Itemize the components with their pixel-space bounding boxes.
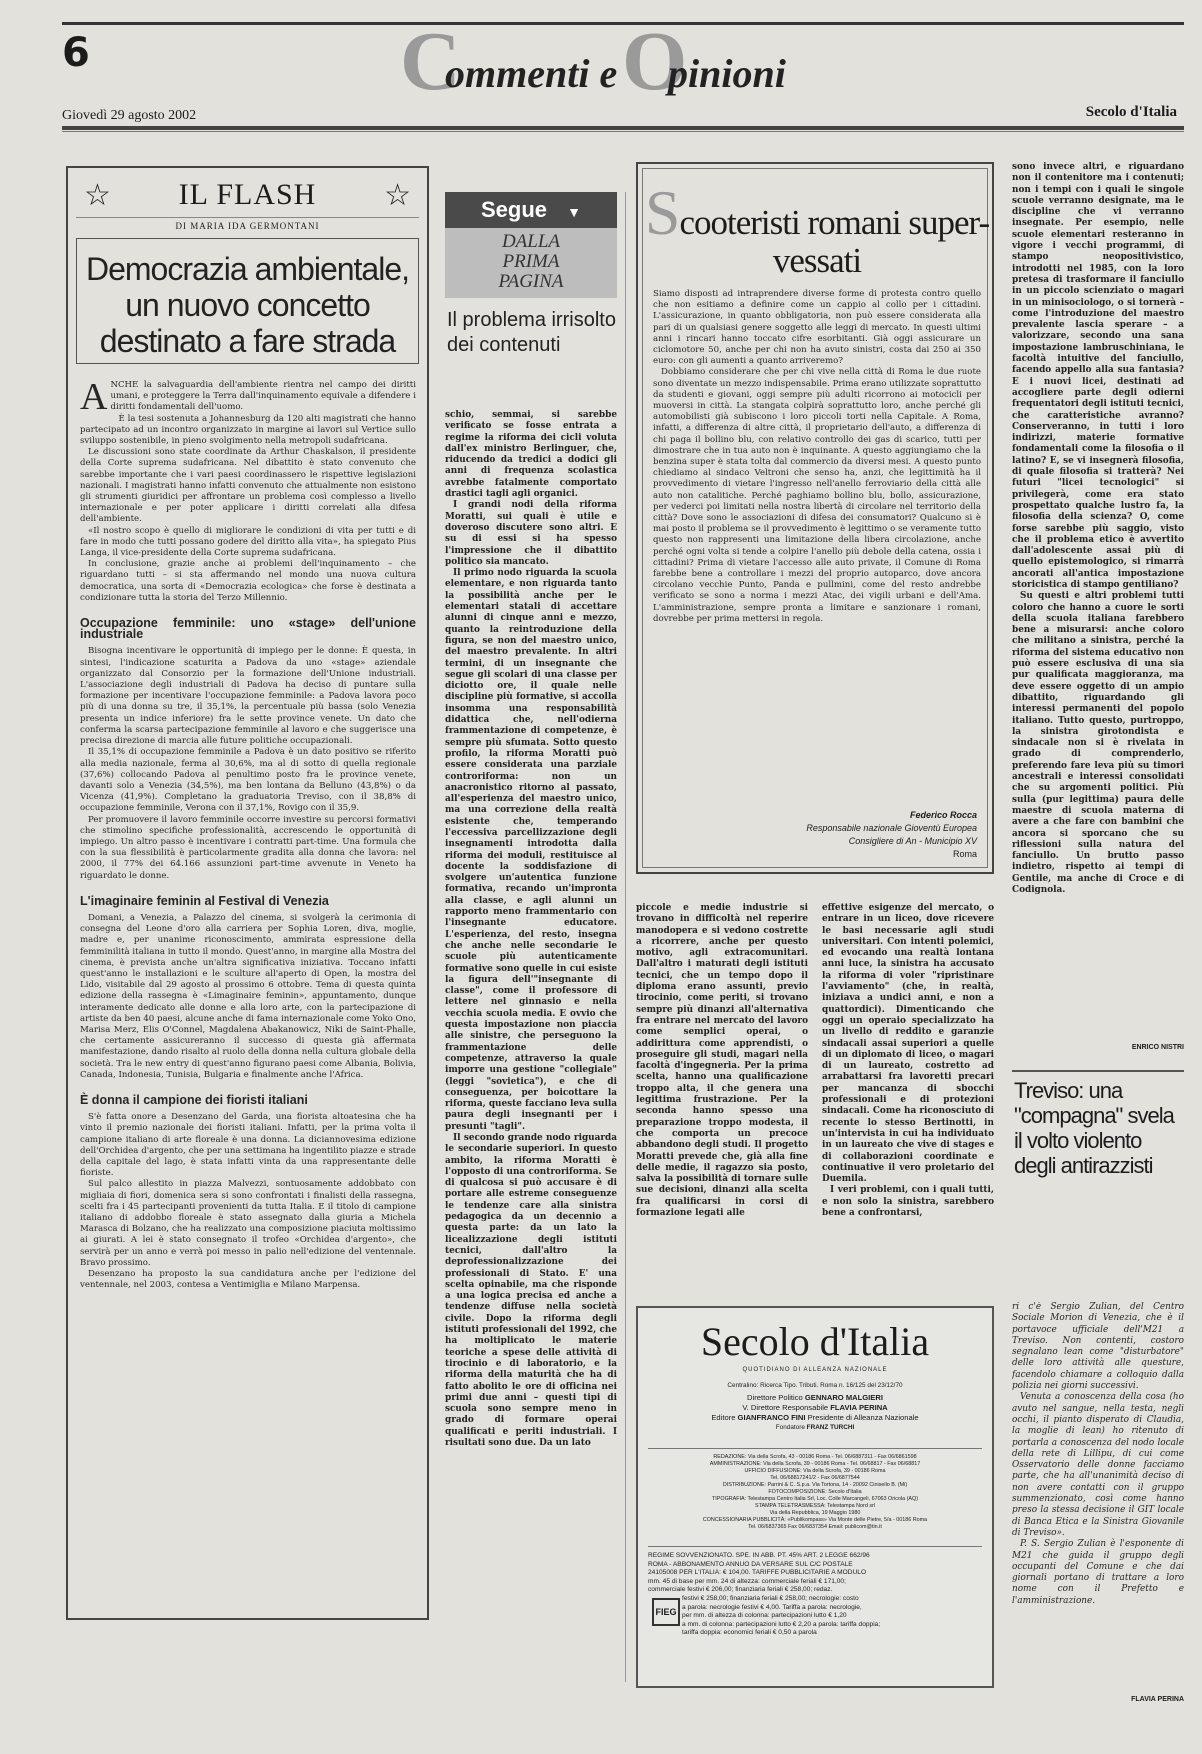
director-name: GENNARO MALGIERI bbox=[804, 1393, 883, 1402]
paper-name: Secolo d'Italia bbox=[1085, 104, 1177, 120]
colophon-founder bbox=[638, 1423, 992, 1433]
segue-paragraph: Il primo nodo riguarda la scuola elementare, e non riguarda tanto la possibilità anche per le elementari statali di accettare alunni di cinque anni e mezzo, quanto la reintroduzione della figura, se non del maestro unico, del maestro prevalente. In altri termini, di un insegnante che segue gli scolari di una classe per diciotto ore, il quale nelle discipline più formative, si accolla insomma una responsabilità didattica che, nell'odierna frammentazione di competenze, è sempre più sfumata. Sotto questo profilo, la riforma Moratti può essere considerata una parziale controriforma: non un anacronistico ritorno al passato, all'esperienza del maestro unico, ma una correzione della realtà esistente che, temperando l'eccessiva parcellizzazione degli insegnamenti introdotta dalla riforma dei moduli, restituisce al docente la soddisfazione di svolgere un'autentica funzione formativa, recando un'impronta alla classe, e agli alunni un rapporto meno frammentario con l'insegnante educatore. L'esperienza, del resto, insegna che anche nelle secondarie le scuole più autenticamente formative sono quelle in cui esiste la figura dell'"insegnante di classe", come il professore di lettere nel ginnasio e nella vecchia scuola media. E ovvio che questa impostazione non piaccia alle sinistre, che perseguono la frammentazione delle competenze, attraverso la quale imporre una gestione "collegiale" (leggi "sovietica"), e che di conseguenza, per boicottare la riforma, queste facciano leva sulla paura degli insegnanti per i presunti "tagli". bbox=[445, 568, 617, 1132]
subs-line: ROMA - ABBONAMENTO ANNUO DA VERSARE SUL C/C POSTALE bbox=[648, 1560, 853, 1568]
subs-line: tariffa doppia: economici feriali € 0,50 a parola bbox=[682, 1629, 817, 1637]
page-number: 6 bbox=[62, 30, 90, 76]
segue-paragraph: I veri problemi, con i quali tutti, e non solo la sinistra, sarebbero bene a confrontarsi, bbox=[822, 1185, 994, 1219]
star-icon-left: ☆ bbox=[84, 178, 111, 213]
colophon-registration: Centralino: Ricerca Tipo. Tributi. Roma n. 16/125 del 23/12/70 bbox=[727, 1382, 903, 1389]
column-divider bbox=[625, 192, 626, 1682]
treviso-paragraph: Venuta a conoscenza della cosa (ho avuto nel sangue, nella testa, negli occhi, il pianto disperato di Claudia, la moglie di lean) ho ritenuto di portarla a conoscenza del nodo locale della rete di Lillipu, di cui come Osservatorio delle donne facciamo parte, che ha all'unanimità deciso di non avere contatti con il gruppo summenzionato, così come hanno preso la stessa decisione il GIT locale di Banca Etica e la Sinistra Giovanile di Treviso». bbox=[1012, 1392, 1184, 1538]
address-line: FOTOCOMPOSIZIONE: Secolo d'Italia bbox=[768, 1489, 862, 1495]
masthead-thin-rule bbox=[62, 131, 1184, 132]
colophon-addresses bbox=[650, 1454, 980, 1531]
flash-column bbox=[66, 166, 429, 1620]
segue-author: ENRICO NISTRI bbox=[1131, 1044, 1184, 1051]
editor-name: GIANFRANCO FINI bbox=[737, 1413, 806, 1422]
subs-line: per mm. di altezza di colonna: partecipazioni lutto € 1,20 bbox=[682, 1612, 847, 1620]
scooteristi-inner bbox=[642, 168, 988, 868]
flash-paragraph: È la tesi sostenuta a Johannesburg da 120 alti magistrati che hanno partecipato ad un incontro organizzato in margine ai lavori sul Vertice sullo sviluppo sostenibile, in pieno svolgimento nella metropoli sudafricana. bbox=[80, 413, 416, 447]
subs-line: mm. 45 di base per mm. 24 di altezza: commerciale feriali € 171,00; bbox=[648, 1577, 846, 1585]
segue-title: Il problema irrisolto dei contenuti bbox=[447, 309, 616, 356]
flash-dropcap: A bbox=[80, 376, 108, 418]
segue-paragraph: effettive esigenze del mercato, o entrare in un liceo, dove ricevere le basi necessarie agli studi universitari. Con intenti polemici, ed evocando una realtà lontana anni luce, la sinistra ha accusato la riforma di voler "ripristinare l'avviamento" (che, in realtà, iniziava a undici anni, e non a quattordici). Dimenticando che oggi un operaio specializzato ha un livello di reddito e garanzie sindacali assai superiori a quelle di un diplomato di liceo, o magari di un laureato, costretto ad arrabattarsi fra lavoretti precari per mancanza di sbocchi professionali e di protezioni sindacali. Come ha riconosciuto di recente lo stesso Bertinotti, in un'intervista in cui ha individuato in un laureato che vive di stages e di collaborazioni coordinate e continuative il vero proletario del Duemila. bbox=[822, 903, 994, 1185]
founder-name: FRANZ TURCHI bbox=[806, 1424, 855, 1431]
subs-line: a mm. di colonna: partecipazioni lutto € 2,20 a parola: tariffa doppia; bbox=[682, 1620, 881, 1628]
section-masthead bbox=[400, 15, 850, 108]
section-initial-c: C bbox=[400, 15, 461, 108]
address-line: REDAZIONE: Via della Scrofa, 43 - 00186 Roma - Tel. 06/6887311 - Fax 06/6861598 bbox=[713, 1454, 917, 1460]
segue-paragraph: Il secondo grande nodo riguarda le secondarie superiori. In questo ambito, la riforma Moratti è l'opposto di una controriforma. Se di qualcosa si può accusare è di portare alle estreme conseguenze le tendenze care alla sinistra pedagogica da un decennio a questa parte: da un lato la licealizzazione degli istituti tecnici, dall'altro la deprofessionalizzazione dei professionali di Stato. E' una scelta opinabile, ma che risponde a una logica precisa ed anche a tendenze diffuse nella società civile. Dopo la riforma degli istituti professionali del 1992, che ha moltiplicato le materie teoriche a spese delle attività di tirocinio e di laboratorio, e la riforma della maturità che ha di fatto abolito le ore di officina nei primi due anni – questi tipi di scuola sono sempre meno in grado di formare operai qualificati e periti industriali. I risultati sono due. Da un lato bbox=[445, 1133, 617, 1449]
vice-label: V. Direttore Responsabile bbox=[742, 1403, 829, 1412]
segue-col-2 bbox=[636, 903, 808, 1263]
segue-col-3 bbox=[822, 903, 994, 1263]
segue-paragraph: Su questi e altri problemi tutti coloro che hanno a cuore le sorti della scuola italiana farebbero bene a misurarsi: anche coloro che militano a sinistra, perché la riforma del sistema educativo non può essere esclusiva di una sia pur qualificata maggioranza, ma deve essere oggetto di un ampio dibattito, riguardando gli interessi permanenti del popolo italiano. Tutto questo, purtroppo, la sinistra girotondista e sindacale non si è rivelata in grado di comprenderlo, preferendo fare leva più su timori ancestrali e interessi consolidati che su argomenti politici. Più sulla (pur legittima) paura delle maestre di scuola materna di avere a che fare con bambini che ancora si sporcano che su riflessioni sulla natura del fanciullo. Un brutto passo indietro, rispetto ai tempi di Gentile, ma anche di Croce e di Codignola. bbox=[1012, 591, 1184, 895]
treviso-title: Treviso: una "compagna" svela il volto violento degli antirazzisti bbox=[1014, 1078, 1174, 1178]
flash-subhead-3: È donna il campione dei fioristi italiani bbox=[80, 1092, 308, 1107]
flash-sub1-paragraph: Per promuovere il lavoro femminile occorre investire su percorsi formativi che stimolino specifiche professionalità, accrescendo le opportunità di impiego. Un altro passo è incentivare i contratti part-time. Una formula che con la sua flessibilità è particolarmente gradita alla donna che lavora: nel 2000, il 77% dei 64.166 assunzioni part-time avvenute in Veneto ha riguardato le donne. bbox=[80, 814, 416, 881]
segue-paragraph: schio, semmai, si sarebbe verificato se fosse entrata a regime la riforma dei cicli voluta dall'ex ministro Berlinguer, che, riducendo da tredici a dodici gli anni di frequenza scolastica avrebbe fatalmente comportato drastici tagli agli organici. bbox=[445, 410, 617, 500]
colophon-editor bbox=[638, 1413, 992, 1423]
scooteristi-signature bbox=[657, 809, 977, 861]
scooteristi-box bbox=[636, 162, 994, 874]
scooteristi-body bbox=[653, 289, 981, 625]
section-initial-o: O bbox=[622, 15, 688, 108]
colophon-title: Secolo d'Italia bbox=[700, 1319, 930, 1364]
masthead-rule bbox=[62, 126, 1184, 130]
treviso-paragraph: ri c'è Sergio Zulian, del Centro Sociale Morion di Venezia, che è il portavoce ufficiale dell'M21 a Treviso. Non contenti, costoro segnalano lean come "disturbatore" delle loro attività alle questure, facendolo chiamare a colloquio dalla polizia nei giorni successivi. bbox=[1012, 1302, 1184, 1392]
chevron-down-icon: ▼ bbox=[567, 204, 581, 220]
segue-paragraph: piccole e medie industrie si trovano in difficoltà nel reperire manodopera e si vedono costrette a ricorrere, anche per questo motivo, agli extracomunitari. Dall'altro i maturati degli istituti tecnici, che un tempo dopo il diploma erano assunti, previo tirocinio, come periti, si trovano sempre più dinanzi all'alternativa fra entrare nel mercato del lavoro come semplici operai, o addirittura come apprendisti, o proseguire gli studi, magari nella facoltà d'ingegneria. Per la prima scelta, hanno una qualificazione troppo alta, il che genera una legittima frustrazione. Per la seconda hanno spesso una preparazione troppo modesta, il che comporta un precoce abbandono degli studi. Il progetto Moratti prevede che, già alla fine delle medie, il ragazzo sia posto, salva la possibilità di tornare sulle sue decisioni, dinanzi alla scelta fra qualificarsi in corsi di formazione legati alle bbox=[636, 903, 808, 1219]
flash-headline: Democrazia ambientale, un nuovo concetto destinato a fare strada bbox=[85, 251, 410, 359]
segue-col-4 bbox=[1012, 162, 1184, 1042]
treviso-author: FLAVIA PERINA bbox=[1131, 1696, 1184, 1703]
scooteristi-initial: S bbox=[644, 177, 680, 248]
scooteristi-title-text: cooteristi romani super-vessati bbox=[679, 203, 990, 280]
director-label: Direttore Politico bbox=[747, 1393, 803, 1402]
flash-sub1-paragraph: Bisogna incentivare le opportunità di impiego per le donne: È questa, in sintesi, l'indicazione scaturita a Padova da uno «stage» aziendale organizzato dal Consorzio per la formazione dell'Unione industriali. L'associazione degli industriali di Padova ha deciso di puntare sulla formazione per incentivare l'occupazione femminile: a Padova lavora poco più di una donna su tre, il 35,1%, la percentuale più bassa (solo Venezia presenta un indice inferiore) fra le sette province venete. Un dato che conferma la scarsa partecipazione femminile al lavoro e che suggerisce una precisa direzione di marcia alle future politiche occupazionali. bbox=[80, 646, 416, 747]
subs-line: commerciale festivi € 206,00; finanziaria feriali € 258,00; redaz. bbox=[648, 1586, 833, 1594]
vice-name: FLAVIA PERINA bbox=[830, 1403, 888, 1412]
treviso-paragraph: P. S. Sergio Zulian è l'esponente di M21 che guida il gruppo degli occupanti del Comune e che dai giornali portano di trattare a loro nome con il Prefetto e l'amministrazione. bbox=[1012, 1539, 1184, 1606]
colophon-rule bbox=[648, 1546, 982, 1547]
dalla-prima-pagina: DALLA PRIMA PAGINA bbox=[445, 228, 617, 298]
dateline: Giovedì 29 agosto 2002 bbox=[62, 108, 197, 123]
flash-lead: NCHE la salvaguardia dell'ambiente rientra nel campo dei diritti umani, e proteggere la Terra dall'inquinamento equivale a difendere i diritti fondamentali dell'uomo. bbox=[110, 380, 416, 413]
fieg-logo: FIEG bbox=[652, 1598, 680, 1626]
editor-role: Presidente di Alleanza Nazionale bbox=[807, 1413, 919, 1422]
treviso-rule bbox=[1012, 1070, 1184, 1072]
flash-headline-box bbox=[76, 238, 419, 364]
address-line: CONCESSIONARIA PUBBLICITÀ: «Publikompass» Via Monte delle Pietre, 5/a - 00186 Roma bbox=[702, 1517, 928, 1523]
flash-header bbox=[76, 174, 419, 218]
flash-title: IL FLASH bbox=[178, 178, 317, 211]
flash-sub3-paragraph: S'è fatta onore a Desenzano del Garda, una fiorista altoatesina che ha vinto il premio nazionale dei fioristi italiani. Infatti, per la prima volta il campione italiano di arte floreale è una donna. La diciannovesima edizione dell'Orchidea d'argento, che per una settimana ha ingentilito piazze e strade della capitale del lago, è stata infatti vinta da una rappresentante delle fioriste. bbox=[80, 1112, 416, 1179]
colophon-vice bbox=[638, 1403, 992, 1413]
star-icon-right: ☆ bbox=[384, 178, 411, 213]
flash-paragraph: Le discussioni sono state coordinate da Arthur Chaskalson, il presidente della Corte suprema sudafricana. Nel dibattito è stato convenuto che sarebbe importante che i vari paesi coordinassero le rispettive legislazioni nazionali. I magistrati hanno infatti convenuto che attualmente non esistono gli strumenti giuridici per affrontare un problema così complesso a livello internazionale e per poter applicare i diritti correlati alla difesa dell'ambiente. bbox=[80, 447, 416, 525]
editor-label: Editore bbox=[711, 1413, 736, 1422]
address-line: TIPOGRAFIA: Telestampa Centro Italia Srl, Loc. Colle Marcangeli, 67063 Oricola (AQ) bbox=[711, 1496, 919, 1502]
colophon-subtitle: QUOTIDIANO DI ALLEANZA NAZIONALE bbox=[742, 1367, 888, 1373]
flash-byline: DI MARIA IDA GERMONTANI bbox=[175, 221, 320, 231]
segue-paragraph: sono invece altri, e riguardano non il contenitore ma i contenuti; non i tempi con i quali le singole scuole verranno designate, ma le discipline che vi verranno insegnate. Per esempio, nelle scuole elementari resteranno in vigore i vecchi programmi, di stampo neopositivistico, introdotti nel 1985, con la loro pretesa di trasformare il fanciullo in un piccolo scienziato o magari in un minisociologo, o si tornerà – come l'introduzione del maestro prevalente lascia sperare – a valorizzare, secondo una sana impostazione lambruschiniana, le facoltà intuitive del fanciullo, facendo appello alla sua fantasia? E i nuovi licei, destinati ad accogliere parte degli odierni frequentatori degli istituti tecnici, che caratteristiche avranno? Conserveranno, in tutti i loro indirizzi, materie formative fondamentali come la filosofia o il latino? E, se vi insegnerà filosofia, di quale filosofia si tratterà? Nei futuri "licei tecnologici" si privilegerà, come era stato prospettato qualche lustro fa, la filosofia della scienza? O, come forse sarebbe più saggio, visto che il problema etico è avvertito dall'adolescente assai più di quello epistemologico, si rimarrà ancorati all'antica impostazione storicistica di stampo gentiliano? bbox=[1012, 162, 1184, 590]
flash-subhead-1: Occupazione femminile: uno «stage» dell'unione industriale bbox=[80, 616, 416, 642]
address-line: Via della Repubblica, 19 Maggio 1980 bbox=[769, 1510, 861, 1516]
flash-sub3-paragraph: Desenzano ha proposto la sua candidatura anche per l'edizione del ventennale, nel 2003, contesa a Ventimiglia e Milano Marpensa. bbox=[80, 1269, 416, 1291]
founder-label: Fondatore bbox=[775, 1424, 805, 1431]
scooteristi-paragraph: Dobbiamo considerare che per chi vive nella città di Roma le due ruote sono diventate un mezzo indispensabile. Prima erano utilizzate soprattutto da studenti e giovani, oggi sempre più adulti ricorrono ai motocicli per muoversi in città. La stangata colpirà soprattutto loro, anche perché gli automobilisti già subiscono i loro piccoli torti nella Capitale. A Roma, infatti, a differenza di altre città, il proprietario dell'auto, a differenza di chi paga il bollino blu, con relativo controllo dei gas di scarico, tutti per dimostrare che in tua auto non è inquinante. A questo aggiungiamo che la benzina super è stata tolta dal commercio da diversi mesi. A questo punto chiediamo al sindaco Veltroni che senso ha, anzi, che legittimità ha il provvedimento di vietare l'ingresso nell'anello ferroviario della città alle auto non catalitiche. Perché paghiamo bollino blu, bollo, assicurazione, per vederci poi limitati nella nostra libertà di circolare nel territorio della città? Dove sono le associazioni di difesa dei consumatori? Qualcuno si è mai posto il problema se il provvedimento è legittimo o se veramente tutto questo non rappresenti una limitazione della libera circolazione, anche perché ogni volta si tende a colpire l'anello più debole della catena, ossia i cittadini? Prima di vietare l'accesso alle auto private, il Comune di Roma farebbe bene a controllare i mezzi del proprio autoparco, dove ancora circolano vecchie Punto, Panda e pullmini, come del resto andrebbe verificato se sono a norma i mezzi Atac, dei vigili urbani e dell'Ama. L'amministrazione, sempre pronta a limitare e sanzionare i romani, dovrebbe per prima mettersi in regola. bbox=[653, 367, 981, 624]
segue-paragraph: I grandi nodi della riforma Moratti, sui quali è utile e doveroso discutere sono altri. E su di essi si ha spesso l'impressione che il dibattito politico sia mancato. bbox=[445, 500, 617, 567]
scooteristi-author: Federico Rocca bbox=[909, 810, 977, 820]
flash-sub1-paragraph: Il 35,1% di occupazione femminile a Padova è un dato positivo se riferito alla media nazionale, ferma al 30,6%, ma al di sotto di quella regionale (37,6%) collocando Padova al penultimo posto fra le province venete, davanti solo a Venezia (34,5%), ma ben lontana da Belluno (43,8%) o da Vicenza (41,9%). Completano la graduatoria Treviso, con il 38,8% di occupazione femminile, Verona con il 37,1%, Rovigo con il 35,9. bbox=[80, 747, 416, 814]
address-line: UFFICIO DIFFUSIONE: Via della Scrofa, 39 - 00186 Roma bbox=[744, 1468, 886, 1474]
subs-line: REGIME SOVVENZIONATO. SPE. IN ABB. PT. 45% ART. 2 LEGGE 662/96 bbox=[648, 1552, 870, 1559]
scooteristi-paragraph: Siamo disposti ad intraprendere diverse forme di protesta contro quello che non esitiamo a definire come un cappio al collo per i cittadini. L'assicurazione, in quanto obbligatoria, non può essere considerata alla pari di un qualsiasi genere soggetto alle leggi di mercato. In questi ultimi anni i rincari hanno toccato cifre esorbitanti. Già oggi assicurare un ciclomotore 50, anche per chi non ha avuto sinistri, costa dai 250 ai 350 euro: con gli aumenti a quanto arriveremo? bbox=[653, 289, 981, 367]
subs-line: 24105008 PER L'ITALIA: € 104,00. TARIFFE PUBBLICITARIE A MODULO bbox=[648, 1569, 867, 1577]
flash-sub2-paragraph: Domani, a Venezia, a Palazzo del cinema, si svolgerà la cerimonia di consegna del Leone d'oro alla carriera per Sophia Loren, diva, moglie, madre e, per unanime riconoscimento, ammirata espressione della femminilità italiana in tutto il mondo. Quest'anno, in margine alla Mostra del cinema, è prevista anche un'altra significativa iniziativa. Toccano infatti quest'anno le installazioni e le sculture all'aperto di Open, la mostra del Lido, visitabile dal 29 agosto al prossimo 6 ottobre. Tema di questa quinta edizione della rassegna è «Limaginaire feminin», appuntamento, dunque interamente dedicato alle donne e alla loro arte, con la partecipazione di artiste da ben 40 paesi, alcune anche di fama internazionale come Yoko Ono, Marisa Merz, Elis O'Connel, Magdalena Abakanowicz, Niki de Saint-Phalle, che certamente assicureranno il successo di questa già affermata manifestazione, dando risalto al ruolo della donna nella cultura globale della società. Tra le new entry di quest'anno figurano paesi come Albania, Bolivia, Canada, Indonesia, Tunisia, Bulgaria e finalmente anche l'Africa. bbox=[80, 912, 416, 1080]
colophon-box bbox=[636, 1306, 994, 1688]
scooteristi-city: Roma bbox=[952, 849, 977, 859]
treviso-body bbox=[1012, 1302, 1184, 1692]
section-word-2: pinioni bbox=[668, 51, 786, 96]
address-line: AMMINISTRAZIONE: Via della Scrofa, 39 - 00186 Roma - Tel. 06/68817 - Fax 06/68817 bbox=[709, 1461, 921, 1467]
flash-subhead-2: L'imaginaire feminin al Festival di Venezia bbox=[80, 893, 329, 908]
flash-body bbox=[80, 376, 416, 1291]
flash-lead-block bbox=[80, 376, 416, 418]
colophon-subscriptions bbox=[648, 1552, 982, 1638]
colophon-director bbox=[638, 1393, 992, 1403]
scooteristi-role-2: Consigliere di An - Municipio XV bbox=[848, 836, 977, 846]
segue-label: Segue bbox=[480, 197, 548, 222]
segue-banner bbox=[445, 192, 617, 228]
subs-line: a parola: necrologie festivi € 4,00. Tariffa a parola: necrologie, bbox=[682, 1603, 862, 1611]
subs-line: festivi € 258,00; finanziaria feriali € 258,00; necrologie: costo bbox=[682, 1594, 859, 1602]
flash-paragraph: «Il nostro scopo è quello di migliorare le condizioni di vita per tutti e di fare in modo che tutti possano godere del diritto alla vita», ha spiegato Pius Langa, il vice-presidente della Corte suprema sudafricana. bbox=[80, 525, 416, 559]
segue-col-1 bbox=[445, 410, 617, 1682]
flash-paragraph: In conclusione, grazie anche ai problemi dell'inquinamento – che riguardano tutti – si sta affermando nel mondo una nuova cultura democratica, una sorta di «Democrazia ecologica» che forse è destinata a condizionare tutta la storia del Terzo Millennio. bbox=[80, 559, 416, 603]
address-line: Tel. 06/6837365 Fax 06/6837354 Email: publicom@tin.it bbox=[748, 1524, 882, 1530]
scooteristi-role-1: Responsabile nazionale Gioventù Europea bbox=[806, 823, 977, 833]
address-line: STAMPA TELETRASMESSA: Telestampa Nord srl bbox=[754, 1503, 876, 1509]
flash-sub3-paragraph: Sul palco allestito in piazza Malvezzi, sontuosamente addobbato con migliaia di fiori, domenica sera si sono confrontati i finalisti della rassegna, scelti fra i 45 partecipanti provenienti da tutta Italia. E il titolo di campione italiano di addobbo floreale è stato assegnato dalla giuria a Michela Marasca di Bolzano, che ha realizzato una composizione piaciuta moltissimo ai giurati. A lei è stato consegnato il trofeo «Orchidea d'argento», che servirà per un anno e verrà poi messo in palio nell'edizione del ventennale. Bravo prossimo. bbox=[80, 1179, 416, 1268]
section-word-1: ommenti e bbox=[445, 51, 618, 96]
scooteristi-title bbox=[643, 177, 991, 280]
colophon-rule bbox=[648, 1448, 982, 1449]
address-line: DISTRIBUZIONE: Parrini & C. S.p.a. Via Tortona, 14 - 20092 Cinisello B. (Mi) bbox=[722, 1482, 908, 1488]
address-line: Tel. 06/68817241/2 - Fax 06/6877544 bbox=[770, 1475, 860, 1481]
